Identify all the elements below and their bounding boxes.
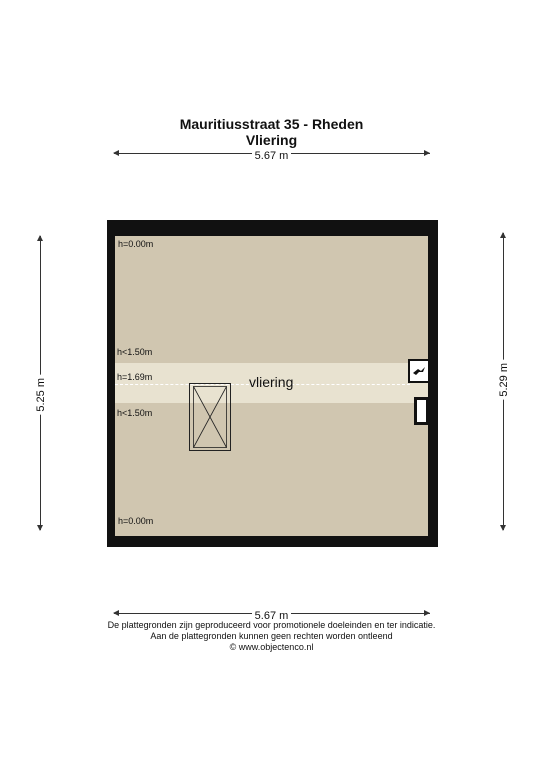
disclaimer-line-2: Aan de plattegronden kunnen geen rechten worden ontleend: [150, 631, 393, 641]
right-dimension-label: 5.29 m: [498, 360, 510, 400]
height-label-bottom: h=0.00m: [118, 516, 154, 526]
address-title: Mauritiusstraat 35 - Rheden: [179, 116, 364, 132]
arrow-up-icon: [37, 235, 43, 241]
fan-box: [408, 359, 430, 383]
room-label: vliering: [249, 374, 294, 390]
height-label-ridge: h=1.69m: [117, 372, 153, 382]
copyright-line: © www.objectenco.nl: [229, 642, 314, 652]
loft-hatch-icon: [189, 383, 231, 451]
bottom-dimension-label: 5.67 m: [252, 610, 292, 622]
height-label-lower: h<1.50m: [117, 408, 153, 418]
left-dimension-label: 5.25 m: [35, 375, 47, 415]
top-dimension-label: 5.67 m: [252, 150, 292, 162]
height-label-upper: h<1.50m: [117, 347, 153, 357]
height-label-top: h=0.00m: [118, 239, 154, 249]
floor-title: Vliering: [245, 132, 298, 148]
arrow-up-icon: [500, 232, 506, 238]
fan-icon: [412, 366, 426, 376]
arrow-down-icon: [37, 525, 43, 531]
arrow-down-icon: [500, 525, 506, 531]
window-icon: [414, 397, 429, 425]
disclaimer-line-1: De plattegronden zijn geproduceerd voor promotionele doeleinden en ter indicatie.: [107, 620, 436, 630]
